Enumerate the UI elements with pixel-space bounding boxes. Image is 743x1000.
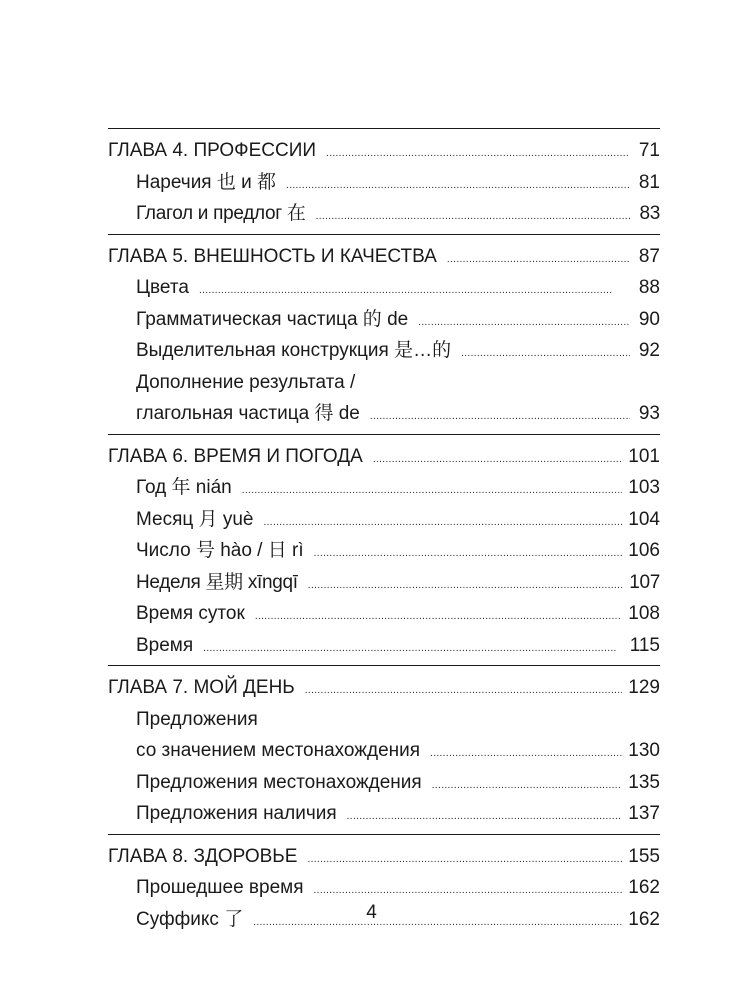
toc-entry-page: 87: [638, 245, 660, 267]
toc-entry-title: Грамматическая частица 的 de: [136, 308, 409, 330]
leader-dots: [307, 841, 622, 876]
leader-dots: [370, 398, 630, 433]
toc-entry[interactable]: [108, 335, 660, 367]
leader-dots: [255, 598, 622, 633]
toc-entry-title: ГЛАВА 8. ЗДОРОВЬЕ: [108, 845, 298, 867]
toc-entry-chapter[interactable]: [108, 672, 660, 704]
leader-dots: [199, 272, 630, 307]
leader-dots: [203, 630, 624, 665]
toc-entry-page: 90: [638, 308, 660, 330]
toc-entry[interactable]: [108, 630, 660, 662]
toc-entry[interactable]: [108, 598, 660, 630]
toc-entry-page: 162: [628, 908, 660, 930]
toc-entry[interactable]: [108, 272, 660, 304]
toc-entry-title: Год 年 nián: [136, 477, 232, 498]
toc-entry-title: Суффикс 了: [136, 908, 244, 930]
toc-entry-page: 92: [638, 340, 660, 361]
toc-entry-title: Время: [136, 634, 194, 656]
leader-dots: [418, 304, 630, 339]
toc-entry-title: Выделительная конструкция 是…的: [136, 340, 452, 361]
toc-entry-page: 155: [628, 845, 660, 867]
toc-entry-page: 162: [628, 877, 660, 898]
toc-entry-page: 115: [629, 634, 660, 656]
toc-entry[interactable]: [108, 798, 660, 830]
chapter-divider: [108, 234, 660, 235]
leader-dots: [447, 241, 630, 276]
toc-entry-title: Предложения наличия: [136, 803, 337, 824]
chapter-divider: [108, 834, 660, 835]
toc-entry[interactable]: [108, 472, 660, 504]
leader-dots: [316, 198, 630, 233]
leader-dots: [347, 798, 623, 833]
toc-entry[interactable]: [108, 167, 660, 199]
toc-entry-title: Неделя 星期 xīngqī: [136, 571, 298, 593]
toc-entry-page: 88: [638, 277, 660, 298]
leader-dots: [305, 672, 623, 707]
leader-dots: [308, 567, 623, 602]
toc-entry-page: 137: [628, 803, 660, 824]
leader-dots: [373, 441, 622, 476]
toc-entry-chapter[interactable]: [108, 135, 660, 167]
page-number: 4: [366, 902, 377, 923]
toc-entry[interactable]: [108, 198, 660, 230]
toc-entry[interactable]: [108, 735, 660, 767]
toc-entry-title: ГЛАВА 6. ВРЕМЯ И ПОГОДА: [108, 445, 363, 467]
toc-entry-title: со значением местонахождения: [136, 740, 421, 761]
leader-dots: [432, 767, 623, 802]
leader-dots: [314, 535, 623, 570]
toc-entry-title: глагольная частица 得 de: [136, 403, 360, 424]
toc-entry-page: 83: [639, 203, 660, 224]
chapter-divider: [108, 665, 660, 666]
toc-entry-title: Дополнение результата /: [136, 371, 356, 393]
leader-dots: [242, 472, 623, 507]
toc-entry[interactable]: [108, 872, 660, 904]
toc-entry-title: Глагол и предлог 在: [136, 203, 306, 224]
toc-entry-title: Прошедшее время: [136, 877, 304, 898]
chapter-divider: [108, 128, 660, 129]
toc-entry-page: 108: [628, 603, 660, 624]
toc-entry[interactable]: [108, 304, 660, 336]
toc-entry-line[interactable]: [108, 704, 660, 736]
toc-entry-page: 103: [628, 477, 660, 498]
toc-entry-page: 106: [628, 540, 660, 561]
toc-entry-title: Предложения местонахождения: [136, 771, 422, 793]
toc-entry-chapter[interactable]: [108, 241, 660, 273]
toc-entry[interactable]: [108, 504, 660, 536]
toc-entry-page: 130: [628, 740, 660, 761]
toc-entry-title: Предложения: [136, 708, 258, 730]
toc-entry-title: Наречия 也 и 都: [136, 171, 277, 193]
toc-entry[interactable]: [108, 767, 660, 799]
toc-entry[interactable]: [108, 567, 660, 599]
toc-entry-chapter[interactable]: [108, 441, 660, 473]
toc-entry-page: 135: [628, 771, 660, 793]
leader-dots: [286, 167, 630, 202]
leader-dots: [461, 335, 630, 370]
toc-entry-page: 71: [638, 140, 660, 161]
chapter-divider: [108, 434, 660, 435]
toc-entry-page: 129: [628, 677, 660, 698]
toc-entry-title: ГЛАВА 4. ПРОФЕССИИ: [108, 140, 317, 161]
toc-entry-page: 101: [628, 445, 660, 467]
toc-entry-line[interactable]: [108, 367, 660, 399]
toc-entry-page: 81: [638, 171, 660, 193]
toc-entry-title: ГЛАВА 7. МОЙ ДЕНЬ: [108, 677, 295, 698]
leader-dots: [263, 504, 622, 539]
toc-entry-chapter[interactable]: [108, 841, 660, 873]
toc-entry[interactable]: [108, 535, 660, 567]
toc-entry-title: Цвета: [136, 277, 189, 298]
leader-dots: [326, 135, 630, 170]
toc-entry-page: 107: [629, 571, 660, 593]
toc-entry-title: Число 号 hào / 日 rì: [136, 540, 304, 561]
toc-entry-page: 93: [638, 403, 660, 424]
toc-entry[interactable]: [108, 398, 660, 430]
toc-entry-page: 104: [628, 508, 660, 530]
toc-entry-title: Время суток: [136, 603, 245, 624]
table-of-contents: [108, 124, 660, 935]
toc-entry-title: ГЛАВА 5. ВНЕШНОСТЬ И КАЧЕСТВА: [108, 245, 437, 267]
leader-dots: [430, 735, 622, 770]
toc-entry-title: Месяц 月 yuè: [136, 508, 254, 530]
